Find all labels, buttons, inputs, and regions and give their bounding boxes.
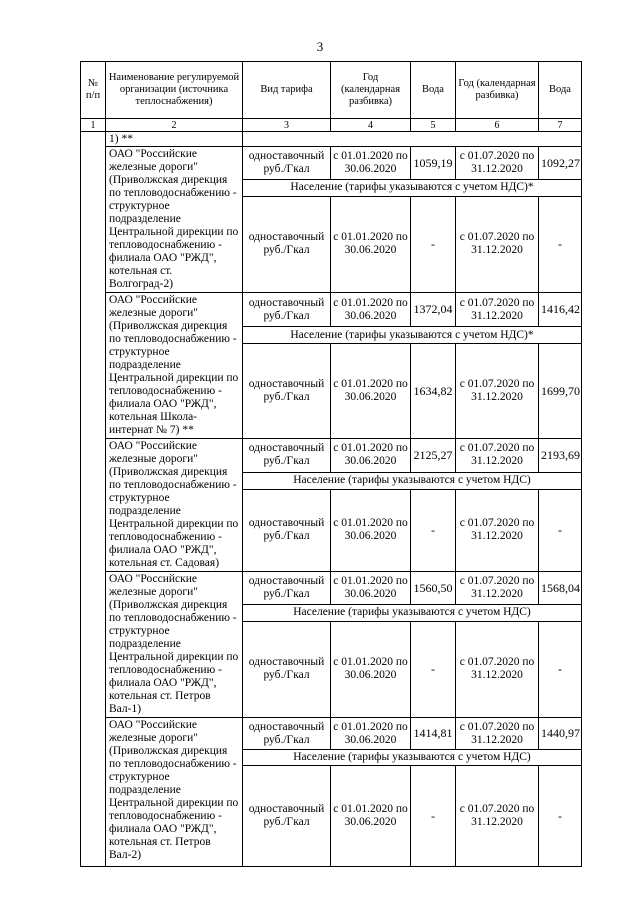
column-number-row [81,119,582,132]
organization-name: ОАО "Российские железные дороги" (Приволжская дирекция по тепловодоснабжению - структурное подразделение Центральной дирекции по тепловодоснабжению - филиала ОАО "РЖД", котельная ст. Петров Вал-1) [106,572,243,718]
header-row [81,62,582,119]
tariff-type: одноставочный руб./Гкал [243,439,331,473]
water-rate-first-half: 1560,50 [411,572,456,605]
population-tariff-type: одноставочный руб./Гкал [243,344,331,439]
water-rate-first-half: 2125,27 [411,439,456,473]
water-rate-second-half: 1416,42 [539,293,582,327]
organization-name: ОАО "Российские железные дороги" (Приволжская дирекция по тепловодоснабжению - структурное подразделение Центральной дирекции по тепловодоснабжению - филиала ОАО "РЖД", котельная ст. Петров Вал-2) [106,718,243,867]
population-water-rate-second-half: - [539,196,582,292]
column-number: 2 [106,119,243,132]
group-empty-cell [243,132,582,147]
population-label: Население (тарифы указываются с учетом НДС)* [243,327,582,344]
population-tariff-type: одноставочный руб./Гкал [243,196,331,292]
population-label: Население (тарифы указываются с учетом НДС) [243,605,582,622]
water-rate-first-half: 1372,04 [411,293,456,327]
population-period-second-half: с 01.07.2020 по 31.12.2020 [456,344,539,439]
header-org: Наименование регулируемой организации (источника теплоснабжения) [106,62,243,119]
tariff-type: одноставочный руб./Гкал [243,293,331,327]
column-number: 1 [81,119,106,132]
population-label: Население (тарифы указываются с учетом НДС) [243,472,582,489]
period-second-half: с 01.07.2020 по 31.12.2020 [456,572,539,605]
tariff-entry-row [81,718,582,750]
group-label: 1) ** [106,132,243,147]
period-second-half: с 01.07.2020 по 31.12.2020 [456,147,539,180]
header-num: № п/п [81,62,106,119]
tariff-entry-row [81,293,582,327]
population-water-rate-first-half: - [411,766,456,867]
column-number: 4 [331,119,411,132]
population-period-second-half: с 01.07.2020 по 31.12.2020 [456,196,539,292]
water-rate-first-half: 1059,19 [411,147,456,180]
row-number-cell [81,132,106,867]
population-water-rate-second-half: 1699,70 [539,344,582,439]
organization-name: ОАО "Российские железные дороги" (Приволжская дирекция по тепловодоснабжению - структурное подразделение Центральной дирекции по тепловодоснабжению - филиала ОАО "РЖД", котельная ст. Садовая) [106,439,243,572]
population-water-rate-second-half: - [539,621,582,717]
period-second-half: с 01.07.2020 по 31.12.2020 [456,439,539,473]
tariff-table [80,61,582,867]
water-rate-second-half: 1440,97 [539,718,582,750]
tariff-entry-row [81,572,582,605]
population-tariff-type: одноставочный руб./Гкал [243,766,331,867]
population-period-second-half: с 01.07.2020 по 31.12.2020 [456,621,539,717]
header-tariff-type: Вид тарифа [243,62,331,119]
population-period-first-half: с 01.01.2020 по 30.06.2020 [331,621,411,717]
header-water-1: Вода [411,62,456,119]
page-number: 3 [316,39,324,54]
population-water-rate-second-half: - [539,489,582,571]
organization-name: ОАО "Российские железные дороги" (Приволжская дирекция по тепловодоснабжению - структурное подразделение Центральной дирекции по тепловодоснабжению - филиала ОАО "РЖД", котельная ст. Волгоград-2) [106,147,243,293]
population-period-first-half: с 01.01.2020 по 30.06.2020 [331,489,411,571]
population-period-second-half: с 01.07.2020 по 31.12.2020 [456,766,539,867]
column-number: 5 [411,119,456,132]
population-label: Население (тарифы указываются с учетом НДС)* [243,180,582,197]
period-second-half: с 01.07.2020 по 31.12.2020 [456,293,539,327]
water-rate-second-half: 2193,69 [539,439,582,473]
column-number: 3 [243,119,331,132]
period-first-half: с 01.01.2020 по 30.06.2020 [331,572,411,605]
header-water-2: Вода [539,62,582,119]
water-rate-second-half: 1092,27 [539,147,582,180]
population-period-second-half: с 01.07.2020 по 31.12.2020 [456,489,539,571]
population-period-first-half: с 01.01.2020 по 30.06.2020 [331,766,411,867]
population-tariff-type: одноставочный руб./Гкал [243,621,331,717]
header-year-2: Год (календарная разбивка) [456,62,539,119]
tariff-type: одноставочный руб./Гкал [243,147,331,180]
tariff-entry-row [81,439,582,473]
period-first-half: с 01.01.2020 по 30.06.2020 [331,293,411,327]
population-water-rate-first-half: 1634,82 [411,344,456,439]
population-period-first-half: с 01.01.2020 по 30.06.2020 [331,344,411,439]
group-row [81,132,582,147]
period-first-half: с 01.01.2020 по 30.06.2020 [331,147,411,180]
population-water-rate-second-half: - [539,766,582,867]
population-period-first-half: с 01.01.2020 по 30.06.2020 [331,196,411,292]
header-year-1: Год (календарная разбивка) [331,62,411,119]
population-water-rate-first-half: - [411,489,456,571]
water-rate-first-half: 1414,81 [411,718,456,750]
water-rate-second-half: 1568,04 [539,572,582,605]
column-number: 6 [456,119,539,132]
organization-name: ОАО "Российские железные дороги" (Приволжская дирекция по тепловодоснабжению - структурное подразделение Центральной дирекции по тепловодоснабжению - филиала ОАО "РЖД", котельная Школа-интернат № 7) ** [106,293,243,439]
tariff-entry-row [81,147,582,180]
period-first-half: с 01.01.2020 по 30.06.2020 [331,718,411,750]
population-tariff-type: одноставочный руб./Гкал [243,489,331,571]
period-second-half: с 01.07.2020 по 31.12.2020 [456,718,539,750]
column-number: 7 [539,119,582,132]
tariff-type: одноставочный руб./Гкал [243,572,331,605]
population-water-rate-first-half: - [411,196,456,292]
period-first-half: с 01.01.2020 по 30.06.2020 [331,439,411,473]
population-label: Население (тарифы указываются с учетом НДС) [243,750,582,766]
tariff-type: одноставочный руб./Гкал [243,718,331,750]
population-water-rate-first-half: - [411,621,456,717]
